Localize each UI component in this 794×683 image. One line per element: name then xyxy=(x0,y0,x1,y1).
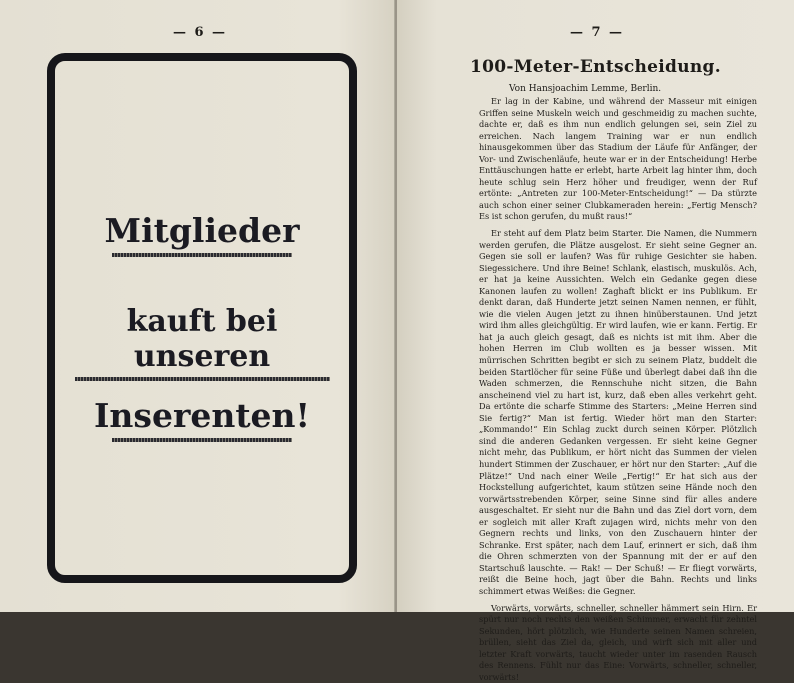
left-page xyxy=(0,0,397,612)
article-paragraph: Er steht auf dem Platz beim Starter. Die Namen, die Nummern werden gerufen, die Plätze ausgelost. Er sieht seine Gegner an. Gegen sie soll er laufen? Was für ruhige Gesichter sie haben. Siegessichere. Und ihre Beine! Schlank, elastisch, muskulös. Ach, er hat ja keine Aussichten. Welch ein Gedanke gegen diese Kanonen laufen zu wollen! Zaghaft blickt er ins Publikum. Er denkt daran, daß Hunderte jetzt seinen Namen nennen, er fühlt, wie die vielen Augen jetzt zu ihnen hinüberstaunen. Und jetzt wird ihm alles gleichgültig. Er wird laufen, wie er kann. Fertig. Er hat ja auch gleich gesagt, daß es nichts ist mit ihm. Aber die hohen Herren im Club wollten es ja besser wissen. Mit mürrischen Schritten begibt er sich zu seinem Platz, buddelt die beiden Startlöcher für seine Füße und überlegt dabei daß ihn die Waden schmerzen, die Rennschuhe nicht sitzen, die Bahn anscheinend viel zu hart ist, kurz, daß eben alles verkehrt geht. Da ertönte die scharfe Stimme des Starters: „Meine Herren sind Sie fertig?“ Man ist fertig. Wieder hört man den Starter: „Kommando!“ Ein Schlag zuckt durch seinen Körper. Plötzlich sind die anderen Gedanken vergessen. Er sieht keine Gegner nicht mehr, das Publikum, er hört nicht das Summen der vielen hundert Stimmen der Zuschauer, er hört nur den Starter: „Auf die Plätze!“ Und nach einer Weile „Fertig!“ Er hat sich aus der Hockstellung aufgerichtet, kaum stützen seine Hände noch den vorwärtsstrebenden Körper, seine Sinne sind für alles andere ausgeschaltet. Er sieht nur die Bahn und das Ziel dort vorn, dem er sogleich mit aller Kraft zujagen wird, nichts mehr von den Gegnern rechts und links, von den Zuschauern hinter der Schranke. Erst später, nach dem Lauf, erinnert er sich, daß ihm die Ohren schmerzten von der Spannung mit der er auf den Startschuß lauschte. — Rak! — Der Schuß! — Er fliegt vorwärts, reißt die Beine hoch, jagt über die Bahn. Rechts und links schimmert etwas Weißes: die Gegner. xyxy=(479,228,757,596)
advert-underline-2 xyxy=(75,377,330,381)
article-paragraph: Vorwärts, vorwärts, schneller, schneller hämmert sein Hirn. Er spürt nur noch rechts den weißen Schimmer, erwacht für zehntel Sekunden, hört plötzlich, wie Hunderte seinen Namen schreien, brüllen, sieht das Ziel da, gleich, und wirft sich mit aller und letzter Kraft vorwärts, taucht wieder unter im rasenden Rausch des Rennens. Fühlt nur das Eine: Vorwärts, schneller, schneller, vorwärts! xyxy=(479,602,757,682)
advert-line-3 xyxy=(55,396,349,442)
advert-line-2 xyxy=(55,304,349,381)
article-title: 100-Meter-Entscheidung. xyxy=(470,57,721,77)
advert-underline-3 xyxy=(112,438,292,442)
article-body xyxy=(479,96,757,683)
article-byline: Von Hansjoachim Lemme, Berlin. xyxy=(509,84,662,94)
right-page xyxy=(397,0,794,682)
advert-line-1 xyxy=(55,211,349,257)
advert-underline-1 xyxy=(112,253,292,257)
page-number-right: — 7 — xyxy=(569,25,625,40)
advert-line-2-text: kauft bei unseren xyxy=(126,304,278,374)
advertisement-frame xyxy=(47,53,357,583)
page-number-left: — 6 — xyxy=(172,25,228,40)
advert-line-3-text: Inserenten! xyxy=(93,396,311,435)
article-paragraph: Er lag in der Kabine, und während der Masseur mit einigen Griffen seine Muskeln weich und geschmeidig zu machen suchte, dachte er, daß es ihm nun endlich gelungen sei, sein Ziel zu erreichen. Nach langem Training war er nun endlich hinausgekommen über das Stadium der Läufe für Anfänger, der Vor- und Zwischenläufe, heute war er in der Entscheidung! Herbe Enttäuschungen hatte er erlebt, harte Arbeit lag hinter ihm, doch heute schlug sein Herz höher und freudiger, wenn der Ruf ertönte: „Antreten zur 100-Meter-Entscheidung!“ — Da stürzte auch schon einer seiner Clubkameraden herein: „Fertig Mensch? Es ist schon gerufen, du mußt raus!“ xyxy=(479,96,757,222)
advert-line-1-text: Mitglieder xyxy=(104,211,300,250)
